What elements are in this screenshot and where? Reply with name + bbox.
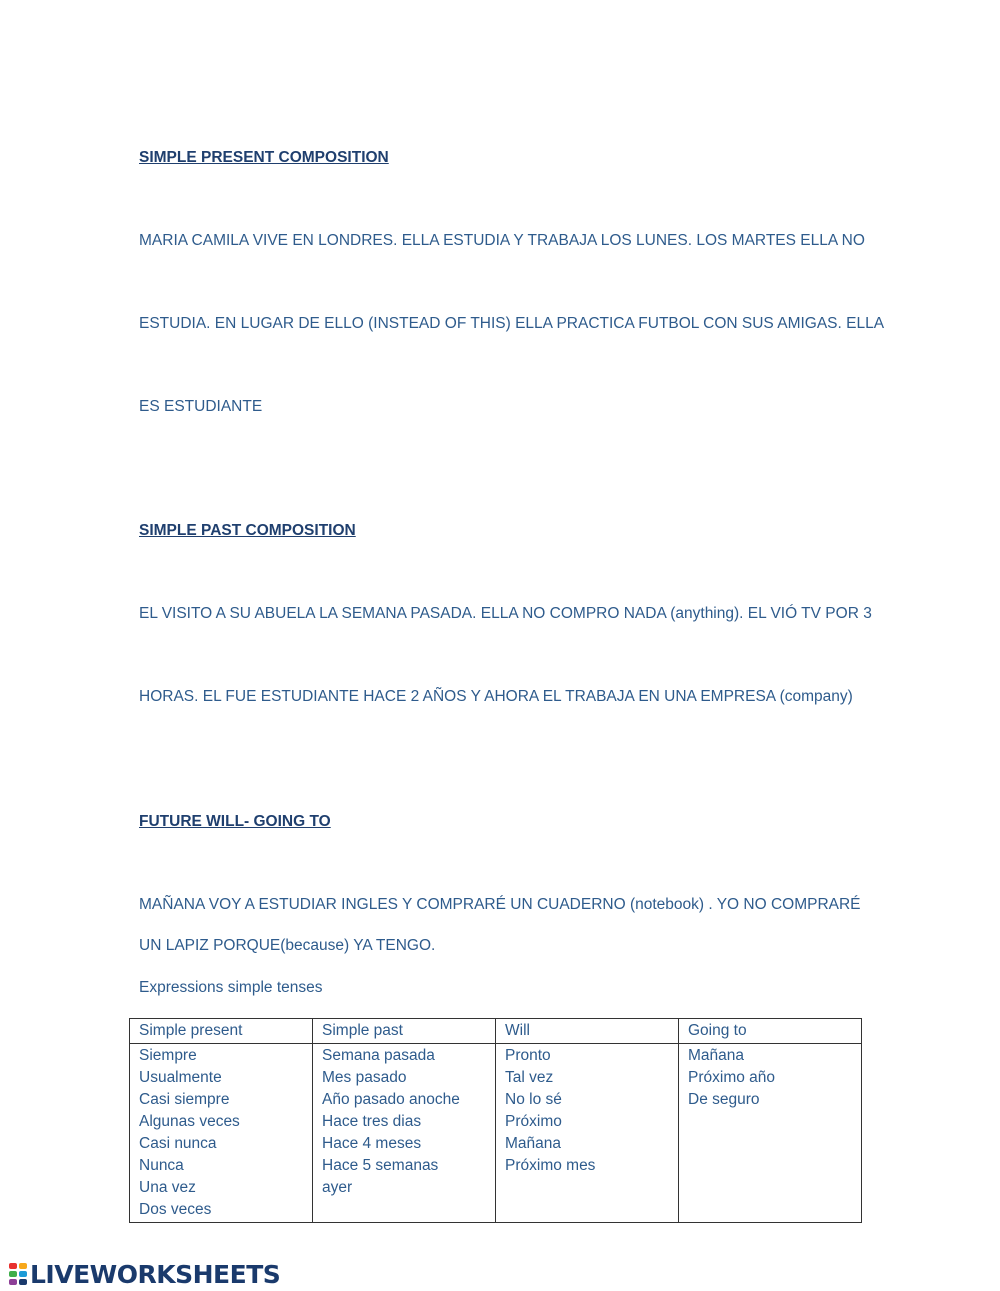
- header-simple-present: Simple present: [130, 1019, 313, 1044]
- logo-block-purple: [9, 1279, 17, 1285]
- list-item: Hace 4 meses: [322, 1135, 422, 1152]
- list-item: De seguro: [688, 1091, 760, 1108]
- list-item: Tal vez: [505, 1069, 554, 1086]
- expressions-table: [129, 1018, 862, 1223]
- list-item: No lo sé: [505, 1091, 562, 1108]
- list-item: Casi siempre: [139, 1091, 230, 1108]
- list-item: Siempre: [139, 1047, 197, 1064]
- column-simple-past: [313, 1044, 496, 1223]
- past-line-1: EL VISITO A SU ABUELA LA SEMANA PASADA. ELLA NO COMPRO NADA (anything). EL VIÓ TV POR 3: [139, 605, 872, 622]
- list-item: Algunas veces: [139, 1113, 240, 1130]
- present-line-3: ES ESTUDIANTE: [139, 398, 263, 415]
- list-item: Usualmente: [139, 1069, 222, 1086]
- header-simple-past: Simple past: [313, 1019, 496, 1044]
- present-heading: SIMPLE PRESENT COMPOSITION: [139, 149, 389, 166]
- column-will: [496, 1044, 679, 1223]
- table-header-row: [130, 1019, 862, 1044]
- list-item: Próximo: [505, 1113, 562, 1130]
- logo-block-blue: [19, 1271, 27, 1277]
- future-line-1: MAÑANA VOY A ESTUDIAR INGLES Y COMPRARÉ UN CUADERNO (notebook) . YO NO COMPRARÉ: [139, 896, 861, 913]
- logo-block-orange: [19, 1263, 27, 1269]
- list-item: ayer: [322, 1179, 353, 1196]
- present-line-2: ESTUDIA. EN LUGAR DE ELLO (INSTEAD OF THIS) ELLA PRACTICA FUTBOL CON SUS AMIGAS. ELLA: [139, 315, 885, 332]
- future-line-2: UN LAPIZ PORQUE(because) YA TENGO.: [139, 937, 436, 954]
- table-row: [130, 1044, 862, 1223]
- logo-text: LIVEWORKSHEETS: [30, 1259, 281, 1289]
- liveworksheets-logo-icon: [8, 1262, 28, 1286]
- logo-block-navy: [19, 1279, 27, 1285]
- past-line-2: HORAS. EL FUE ESTUDIANTE HACE 2 AÑOS Y AHORA EL TRABAJA EN UNA EMPRESA (company): [139, 688, 853, 705]
- list-item: Una vez: [139, 1179, 196, 1196]
- list-item: Nunca: [139, 1157, 184, 1174]
- table-caption: Expressions simple tenses: [139, 979, 323, 996]
- list-item: Próximo año: [688, 1069, 776, 1086]
- column-simple-present: [130, 1044, 313, 1223]
- list-item: Hace 5 semanas: [322, 1157, 439, 1174]
- present-line-1: MARIA CAMILA VIVE EN LONDRES. ELLA ESTUDIA Y TRABAJA LOS LUNES. LOS MARTES ELLA NO: [139, 232, 865, 249]
- column-going-to: [679, 1044, 862, 1223]
- list-item: Mañana: [505, 1135, 562, 1152]
- list-item: Próximo mes: [505, 1157, 596, 1174]
- list-item: Mes pasado: [322, 1069, 407, 1086]
- logo-block-green: [9, 1271, 17, 1277]
- list-item: Mañana: [688, 1047, 745, 1064]
- list-item: Pronto: [505, 1047, 551, 1064]
- header-going-to: Going to: [679, 1019, 862, 1044]
- list-item: Semana pasada: [322, 1047, 435, 1064]
- list-item: Dos veces: [139, 1201, 212, 1218]
- list-item: Hace tres dias: [322, 1113, 422, 1130]
- past-heading: SIMPLE PAST COMPOSITION: [139, 522, 356, 539]
- header-will: Will: [496, 1019, 679, 1044]
- list-item: Año pasado anoche: [322, 1091, 460, 1108]
- logo-block-red: [9, 1263, 17, 1269]
- future-heading: FUTURE WILL- GOING TO: [139, 813, 331, 830]
- liveworksheets-logo[interactable]: [8, 1259, 280, 1289]
- list-item: Casi nunca: [139, 1135, 217, 1152]
